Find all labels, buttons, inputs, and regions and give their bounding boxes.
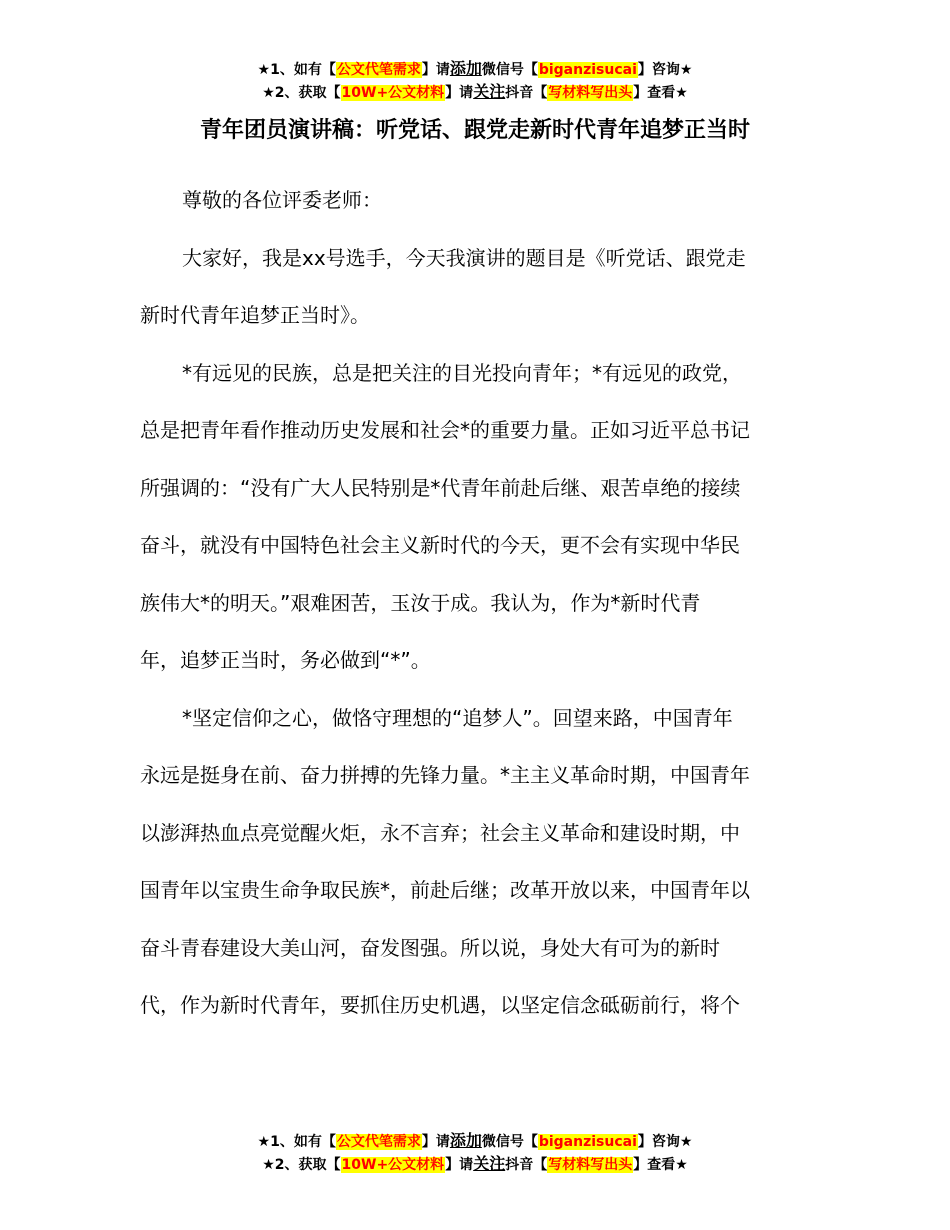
banner-text: ★1、如有【 <box>257 1134 336 1150</box>
banner-text: 抖音【 <box>505 85 548 101</box>
banner-highlight: 公文代笔需求 <box>336 62 421 78</box>
banner-line-1 <box>0 58 950 81</box>
body-line: 代，作为新时代青年，要抓住历史机遇，以坚定信念砥砺前行，将个 <box>140 993 740 1017</box>
body-line: 奋斗青春建设大美山河，奋发图强。所以说，身处大有可为的新时 <box>140 935 720 960</box>
document-body <box>140 172 810 1035</box>
banner-text: 】查看★ <box>633 85 688 101</box>
banner-text: 】请 <box>445 1157 474 1173</box>
body-line: 所强调的：“没有广大人民特别是*代青年前赴后继、艰苦卓绝的接续 <box>140 475 741 500</box>
banner-line-1 <box>0 1130 950 1153</box>
banner-emphasis: 添加 <box>449 59 482 78</box>
body-line: 族伟大*的明天。”艰难困苦，玉汝于成。我认为，作为*新时代青 <box>140 590 701 615</box>
body-line: 永远是挺身在前、奋力拼搏的先锋力量。*主主义革命时期，中国青年 <box>140 763 750 787</box>
banner-text: 】咨询★ <box>637 1134 693 1150</box>
banner-text: 】请 <box>421 62 450 78</box>
banner-highlight: 10W+公文材料 <box>341 85 445 101</box>
banner-text: 微信号【 <box>481 1134 538 1150</box>
banner-text: 】请 <box>445 85 474 101</box>
document-title: 青年团员演讲稿：听党话、跟党走新时代青年追梦正当时 <box>199 118 750 143</box>
header-banner <box>0 58 950 104</box>
body-line: 年，追梦正当时，务必做到“*”。 <box>140 648 431 672</box>
body-line: 大家好，我是xx号选手，今天我演讲的题目是《听党话、跟党走 <box>182 245 746 270</box>
banner-text: 】查看★ <box>633 1157 688 1173</box>
body-line: 奋斗，就没有中国特色社会主义新时代的今天，更不会有实现中华民 <box>140 533 740 557</box>
banner-text: ★1、如有【 <box>257 62 336 78</box>
banner-text: ★2、获取【 <box>262 85 341 101</box>
banner-text: 抖音【 <box>505 1157 548 1173</box>
banner-highlight: biganzisucai <box>538 1134 637 1150</box>
banner-highlight: 写材料写出头 <box>548 85 633 101</box>
banner-emphasis: 关注 <box>473 1154 506 1173</box>
body-line: 尊敬的各位评委老师： <box>182 188 382 212</box>
banner-highlight: 10W+公文材料 <box>341 1157 445 1173</box>
banner-text: 】咨询★ <box>637 62 693 78</box>
body-line: 以澎湃热血点亮觉醒火炬，永不言弃；社会主义革命和建设时期，中 <box>140 820 740 845</box>
banner-text: 】请 <box>421 1134 450 1150</box>
banner-emphasis: 添加 <box>449 1131 482 1150</box>
body-line: 总是把青年看作推动历史发展和社会*的重要力量。正如习近平总书记 <box>140 418 750 442</box>
footer-banner <box>0 1130 950 1176</box>
banner-text: ★2、获取【 <box>262 1157 341 1173</box>
banner-highlight: biganzisucai <box>538 62 637 78</box>
banner-highlight: 公文代笔需求 <box>336 1134 421 1150</box>
body-line: *有远见的民族，总是把关注的目光投向青年；*有远见的政党， <box>182 360 742 385</box>
banner-emphasis: 关注 <box>473 82 506 101</box>
banner-line-2 <box>0 1153 950 1176</box>
body-line: 新时代青年追梦正当时》。 <box>140 303 370 327</box>
body-line: 国青年以宝贵生命争取民族*，前赴后继；改革开放以来，中国青年以 <box>140 878 750 902</box>
banner-line-2 <box>0 81 950 104</box>
banner-text: 微信号【 <box>481 62 538 78</box>
body-line: *坚定信仰之心，做恪守理想的“追梦人”。回望来路，中国青年 <box>182 705 733 730</box>
banner-highlight: 写材料写出头 <box>548 1157 633 1173</box>
